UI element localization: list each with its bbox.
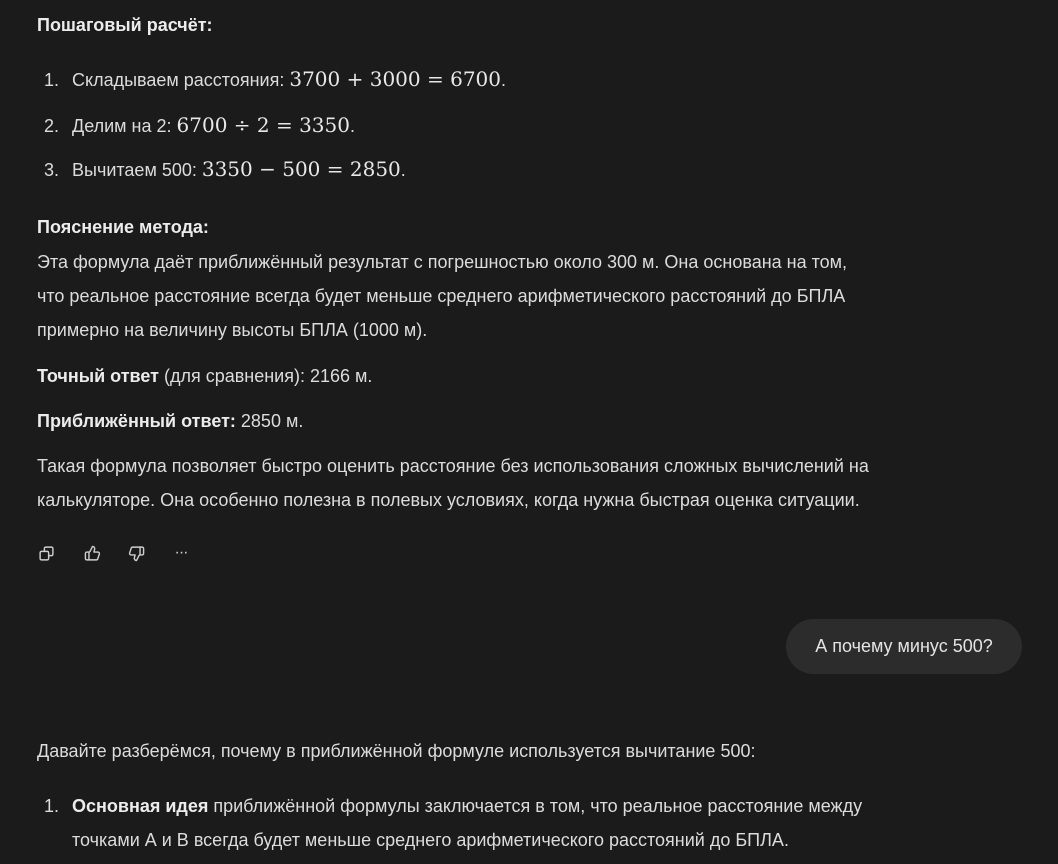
user-message-text: А почему минус 500? [815,636,993,656]
step-end: . [349,116,355,136]
method-heading: Пояснение метода: [37,217,209,237]
step-item [44,67,506,91]
exact-answer [37,366,372,387]
more-button[interactable] [169,541,193,565]
approx-answer-label: Приближённый ответ: [37,411,236,431]
method-line: что реальное расстояние всегда будет меньше среднего арифметического расстояний до БПЛА [37,286,846,306]
copy-icon [38,545,55,562]
thumbs-down-icon [128,545,145,562]
final-line: Такая формула позволяет быстро оценить расстояние без использования сложных вычислений на [37,456,869,476]
final-line: калькуляторе. Она особенно полезна в полевых условиях, когда нужна быстрая оценка ситуации. [37,490,860,510]
step-formula: 6700 ÷ 2 = 3350 [176,113,350,137]
item-bold-label: Основная идея [72,796,209,816]
copy-button[interactable] [34,541,58,565]
step-item [44,157,406,181]
step-text: Делим на 2: [72,116,177,136]
step-end: . [400,160,406,180]
step-item [44,113,355,137]
approx-answer [37,411,303,432]
method-line: Эта формула даёт приближённый результат с погрешностью около 300 м. Она основана на том, [37,252,848,272]
step-text: Вычитаем 500: [72,160,202,180]
user-message-bubble [786,619,1022,674]
explanation-item-line2: точками А и В всегда будет меньше среднего арифметического расстояний до БПЛА. [72,830,789,850]
step-number: 2. [44,116,60,136]
explanation-item [44,796,862,817]
dislike-button[interactable] [124,541,148,565]
method-line: примерно на величину высоты БПЛА (1000 м). [37,320,428,340]
approx-answer-text: 2850 м. [235,411,304,431]
step-number: 3. [44,160,60,180]
more-icon: ··· [174,544,188,561]
step-formula: 3700 + 3000 = 6700 [289,67,501,91]
like-button[interactable] [80,541,104,565]
step-text: Складываем расстояния: [72,70,290,90]
steps-heading: Пошаговый расчёт: [37,15,213,35]
step-formula: 3350 − 500 = 2850 [201,157,401,181]
item-number: 1. [44,796,60,816]
exact-answer-label: Точный ответ [37,366,159,386]
exact-answer-text: (для сравнения): 2166 м. [158,366,373,386]
item-text: приближённой формулы заключается в том, что реальное расстояние между [208,796,863,816]
response-intro: Давайте разберёмся, почему в приближённой формуле используется вычитание 500: [37,741,756,761]
step-number: 1. [44,70,60,90]
step-end: . [501,70,507,90]
thumbs-up-icon [84,545,101,562]
